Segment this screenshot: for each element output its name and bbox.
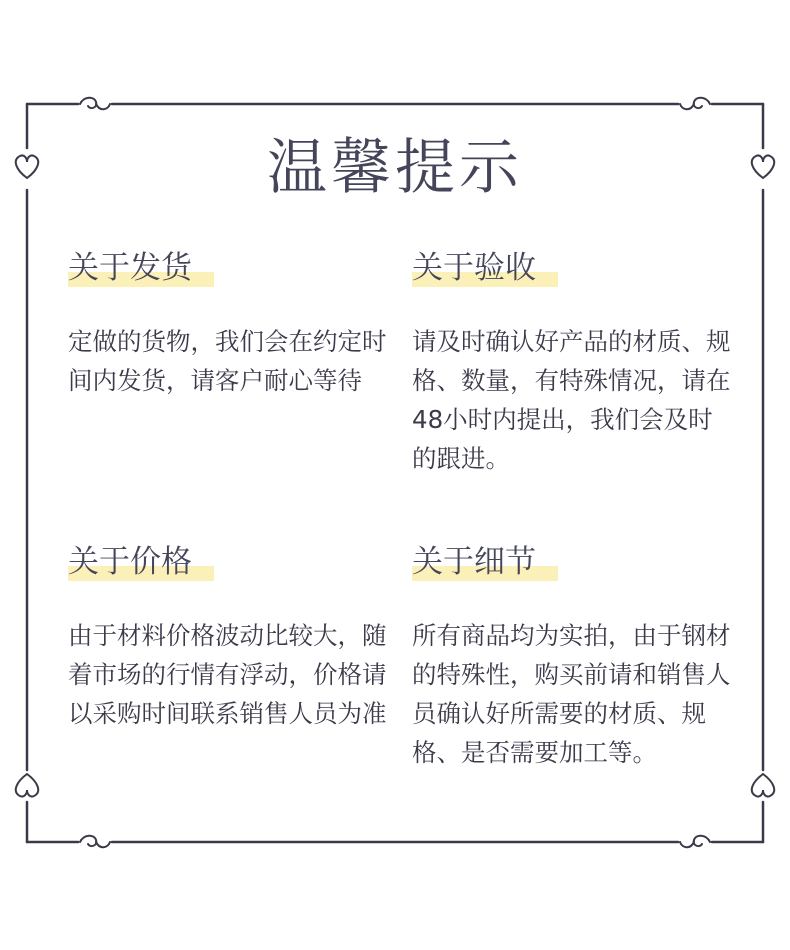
- section-heading: [412, 542, 732, 592]
- section-price: [68, 542, 388, 733]
- section-details: [412, 542, 732, 772]
- flourish-top-right-icon: [680, 98, 710, 110]
- section-heading: [68, 248, 388, 298]
- flourish-top-left-icon: [80, 98, 110, 110]
- section-inspection: [412, 248, 732, 478]
- heading-text: 关于发货: [68, 250, 192, 286]
- section-shipping: [68, 248, 388, 400]
- section-heading: [68, 542, 388, 592]
- heading-text: 关于细节: [412, 544, 536, 580]
- section-body: 请及时确认好产品的材质、规格、数量，有特殊情况，请在48小时内提出，我们会及时的跟进。: [412, 327, 731, 473]
- heading-text: 关于价格: [68, 544, 192, 580]
- section-body: 定做的货物，我们会在约定时间内发货，请客户耐心等待: [68, 327, 387, 395]
- section-body: 由于材料价格波动比较大，随着市场的行情有浮动，价格请以采购时间联系销售人员为准: [68, 621, 387, 728]
- heart-right-lower-icon: [752, 774, 774, 797]
- section-heading: [412, 248, 732, 298]
- page-title: 温馨提示: [267, 133, 523, 203]
- flourish-bottom-right-icon: [680, 836, 710, 848]
- heading-text: 关于验收: [412, 250, 536, 286]
- section-body: 所有商品均为实拍，由于钢材的特殊性，购买前请和销售人员确认好所需要的材质、规格、是否需要加工等。: [412, 621, 731, 767]
- flourish-bottom-left-icon: [80, 836, 110, 848]
- heart-left-lower-icon: [16, 774, 38, 797]
